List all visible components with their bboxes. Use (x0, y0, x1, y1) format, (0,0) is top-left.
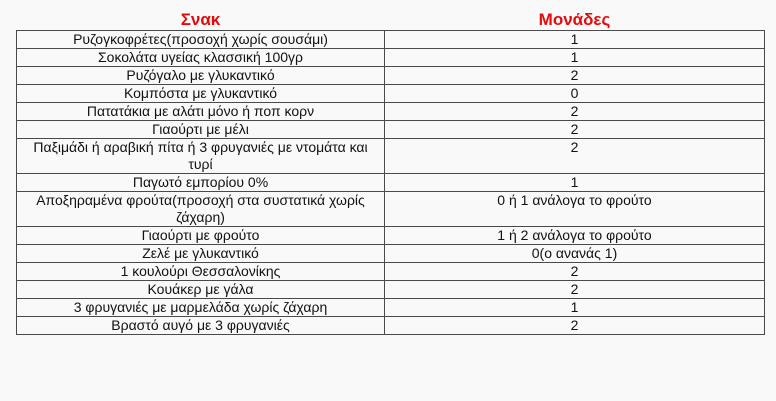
units-cell: 2 (385, 139, 765, 174)
table-row (17, 85, 765, 103)
snack-cell: Ρυζογκοφρέτες(προσοχή χωρίς σουσάμι) (17, 31, 385, 49)
snack-cell: Γιαούρτι με φρούτο (17, 227, 385, 245)
snack-cell: 1 κουλούρι Θεσσαλονίκης (17, 263, 385, 281)
snack-cell: 3 φρυγανιές με μαρμελάδα χωρίς ζάχαρη (17, 299, 385, 317)
snack-cell: Ρυζόγαλο με γλυκαντικό (17, 67, 385, 85)
units-cell: 2 (385, 103, 765, 121)
units-cell: 1 ή 2 ανάλογα το φρούτο (385, 227, 765, 245)
snack-table-container (16, 8, 764, 335)
table-row (17, 245, 765, 263)
snack-cell: Σοκολάτα υγείας κλασσική 100γρ (17, 49, 385, 67)
units-cell: 2 (385, 281, 765, 299)
snack-cell: Πατατάκια με αλάτι μόνο ή ποπ κορν (17, 103, 385, 121)
table-row (17, 192, 765, 227)
table-body (17, 31, 765, 335)
snack-cell: Βραστό αυγό με 3 φρυγανιές (17, 317, 385, 335)
snack-units-table (16, 8, 765, 335)
table-row (17, 227, 765, 245)
units-cell: 1 (385, 174, 765, 192)
snack-cell: Παξιμάδι ή αραβική πίτα ή 3 φρυγανιές με ντομάτα και τυρί (17, 139, 385, 174)
snack-cell: Κομπόστα με γλυκαντικό (17, 85, 385, 103)
table-row (17, 263, 765, 281)
units-cell: 1 (385, 49, 765, 67)
units-cell: 1 (385, 31, 765, 49)
snack-cell: Αποξηραμένα φρούτα(προσοχή στα συστατικά χωρίς ζάχαρη) (17, 192, 385, 227)
header-units: Μονάδες (538, 10, 611, 29)
snack-cell: Παγωτό εμπορίου 0% (17, 174, 385, 192)
table-row (17, 49, 765, 67)
units-cell: 0 ή 1 ανάλογα το φρούτο (385, 192, 765, 227)
table-row (17, 281, 765, 299)
table-row (17, 67, 765, 85)
table-header-row (17, 8, 765, 31)
units-cell: 0(ο ανανάς 1) (385, 245, 765, 263)
units-cell: 1 (385, 299, 765, 317)
units-cell: 2 (385, 317, 765, 335)
table-row (17, 317, 765, 335)
snack-cell: Κουάκερ με γάλα (17, 281, 385, 299)
table-row (17, 139, 765, 174)
table-row (17, 121, 765, 139)
table-row (17, 103, 765, 121)
units-cell: 0 (385, 85, 765, 103)
units-cell: 2 (385, 263, 765, 281)
table-row (17, 174, 765, 192)
snack-cell: Γιαούρτι με μέλι (17, 121, 385, 139)
table-row (17, 299, 765, 317)
snack-cell: Ζελέ με γλυκαντικό (17, 245, 385, 263)
table-row (17, 31, 765, 49)
header-snack: Σνακ (180, 10, 221, 29)
units-cell: 2 (385, 67, 765, 85)
units-cell: 2 (385, 121, 765, 139)
